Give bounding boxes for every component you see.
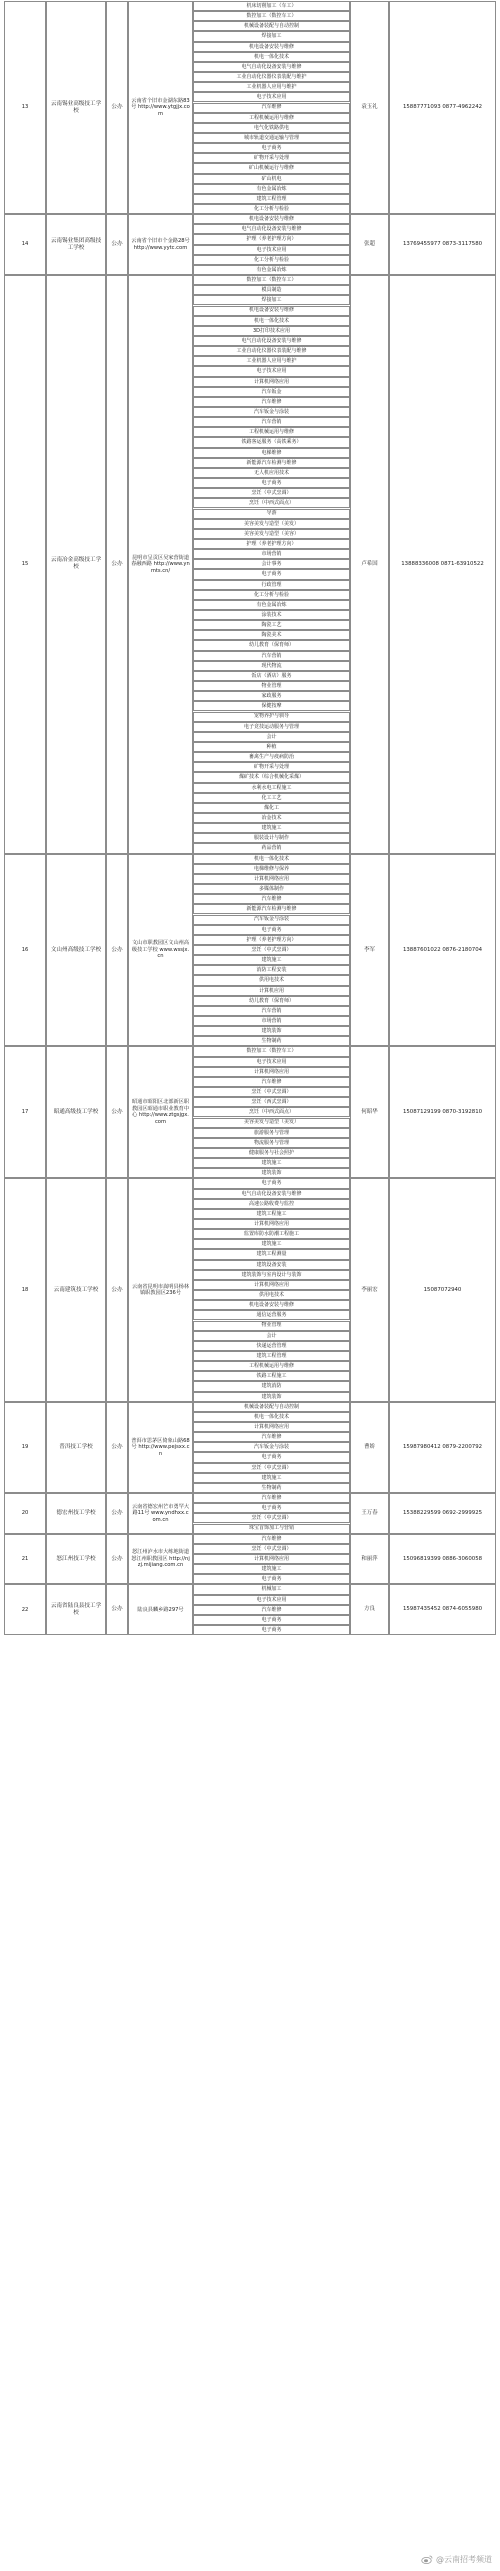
school-type: 公办 bbox=[106, 214, 128, 275]
major-item: 机电一体化技术 bbox=[193, 52, 350, 62]
major-item: 会计 bbox=[193, 1331, 350, 1341]
major-item: 快递运营管理 bbox=[193, 1341, 350, 1351]
major-item: 电子商务 bbox=[193, 1503, 350, 1513]
major-item: 护理（养老护理方向） bbox=[193, 935, 350, 945]
school-type: 公办 bbox=[106, 1493, 128, 1534]
major-item: 机械加工 bbox=[193, 1584, 350, 1594]
major-item: 汽车维修 bbox=[193, 1077, 350, 1087]
major-item: 市场营销 bbox=[193, 549, 350, 559]
major-item: 珠宝首饰加工与营销 bbox=[193, 1524, 350, 1534]
major-item: 市场营销 bbox=[193, 1016, 350, 1026]
major-item: 物业管理 bbox=[193, 681, 350, 691]
major-item: 烹饪（中式烹调） bbox=[193, 1513, 350, 1523]
major-item: 物流服务与管理 bbox=[193, 1138, 350, 1148]
major-item: 幼儿教育（保育师） bbox=[193, 640, 350, 650]
major-item: 保健按摩 bbox=[193, 701, 350, 711]
major-item: 电气化铁路供电 bbox=[193, 123, 350, 133]
major-item: 汽车维修 bbox=[193, 1493, 350, 1503]
major-item: 电子商务 bbox=[193, 1574, 350, 1584]
major-item: 矿物开采与处理 bbox=[193, 153, 350, 163]
major-item: 计算机网络应用 bbox=[193, 377, 350, 387]
major-item: 电子商务 bbox=[193, 1615, 350, 1625]
school-no: 17 bbox=[4, 1046, 46, 1178]
major-item: 有色金属冶炼 bbox=[193, 265, 350, 275]
major-item: 工程机械运用与维修 bbox=[193, 427, 350, 437]
school-address: 云南省德宏州芒市勇罕大路11号 www.yndhxx.com.cn bbox=[128, 1493, 193, 1534]
major-item: 建筑装饰 bbox=[193, 1392, 350, 1402]
major-item: 化工工艺 bbox=[193, 793, 350, 803]
major-item: 工业自动化仪器仪表装配与维修 bbox=[193, 346, 350, 356]
major-item: 饭店（酒店）服务 bbox=[193, 671, 350, 681]
major-item: 供用电技术 bbox=[193, 1290, 350, 1300]
major-item: 机械设备装配与自动控制 bbox=[193, 1402, 350, 1412]
major-item: 建筑装饰与室内设计与装饰 bbox=[193, 1270, 350, 1280]
school-name: 云南建筑技工学校 bbox=[46, 1178, 106, 1401]
major-item: 电子商务 bbox=[193, 143, 350, 153]
watermark-text: @云南招考频道 bbox=[436, 2555, 492, 2564]
major-item: 工程机械运用与维修 bbox=[193, 1361, 350, 1371]
major-item: 供用电技术 bbox=[193, 975, 350, 985]
major-item: 生物制药 bbox=[193, 1036, 350, 1046]
major-item: 矿山机电 bbox=[193, 174, 350, 184]
major-item: 计算机网络应用 bbox=[193, 1067, 350, 1077]
major-item: 汽车钣金 bbox=[193, 387, 350, 397]
school-name: 云南锡业高级技工学校 bbox=[46, 1, 106, 214]
school-contact: 袁玉礼 bbox=[350, 1, 389, 214]
major-item: 行政管理 bbox=[193, 580, 350, 590]
school-no: 13 bbox=[4, 1, 46, 214]
major-item: 工业机器人应用与维护 bbox=[193, 82, 350, 92]
major-item: 数控加工（数控车工） bbox=[193, 1046, 350, 1056]
school-type: 公办 bbox=[106, 854, 128, 1047]
major-item: 监置库防水防潮工程施工 bbox=[193, 1229, 350, 1239]
major-item: 电子商务 bbox=[193, 1625, 350, 1635]
major-item: 水利水电工程施工 bbox=[193, 783, 350, 793]
major-item: 新能源汽车检测与维修 bbox=[193, 458, 350, 468]
major-item: 建筑工程施工 bbox=[193, 1209, 350, 1219]
major-item: 数控加工（数控车工） bbox=[193, 275, 350, 285]
major-item: 电梯维修 bbox=[193, 448, 350, 458]
school-phone: 15096819399 0886-3060058 bbox=[389, 1534, 496, 1585]
major-item: 无人机应用技术 bbox=[193, 468, 350, 478]
school-name: 昭通高级技工学校 bbox=[46, 1046, 106, 1178]
major-item: 汽车钣金与涂装 bbox=[193, 407, 350, 417]
school-name: 云南冶金高级技工学校 bbox=[46, 275, 106, 854]
major-item: 烹饪（中式烹调） bbox=[193, 1087, 350, 1097]
school-phone: 15087072940 bbox=[389, 1178, 496, 1401]
school-no: 16 bbox=[4, 854, 46, 1047]
major-item: 汽车维修 bbox=[193, 1534, 350, 1544]
school-address: 云南省个旧市金湖东路83号 http://www.ytgjjx.com bbox=[128, 1, 193, 214]
major-item: 机械设备装配与自动控制 bbox=[193, 21, 350, 31]
school-table bbox=[4, 0, 496, 2565]
school-contact: 李军 bbox=[350, 854, 389, 1047]
major-item: 会计 bbox=[193, 732, 350, 742]
major-item: 有色金属冶炼 bbox=[193, 600, 350, 610]
major-item: 计算机网络应用 bbox=[193, 1219, 350, 1229]
school-address: 普洱市思茅区倚象山路68号 http://www.pejsxx.cn bbox=[128, 1402, 193, 1493]
major-item: 机床切削加工（车工） bbox=[193, 1, 350, 11]
major-item: 建筑施工 bbox=[193, 1473, 350, 1483]
major-item: 电子竞技运动服务与管理 bbox=[193, 722, 350, 732]
school-phone: 13887601022 0876-2180704 bbox=[389, 854, 496, 1047]
major-item: 汽车钣金与涂装 bbox=[193, 915, 350, 925]
major-item: 汽车维修 bbox=[193, 894, 350, 904]
major-item: 机电一体化技术 bbox=[193, 1412, 350, 1422]
weibo-logo-icon bbox=[421, 2555, 433, 2564]
major-item: 化工分析与检验 bbox=[193, 590, 350, 600]
major-item: 烹饪（中西式面点） bbox=[193, 1107, 350, 1117]
major-item: 导游 bbox=[193, 509, 350, 519]
major-item: 陶瓷美术 bbox=[193, 630, 350, 640]
major-item: 畜禽生产与疫病防治 bbox=[193, 752, 350, 762]
school-no: 19 bbox=[4, 1402, 46, 1493]
major-item: 电子技术应用 bbox=[193, 245, 350, 255]
major-item: 汽车钣金与涂装 bbox=[193, 1442, 350, 1452]
major-item: 现代物流 bbox=[193, 661, 350, 671]
school-no: 15 bbox=[4, 275, 46, 854]
school-name: 云南省陆良县技工学校 bbox=[46, 1584, 106, 1635]
school-type: 公办 bbox=[106, 275, 128, 854]
school-address: 怒江州泸水市大练地街道怒江州职教园区 http://njzj.mijiang.com.cn bbox=[128, 1534, 193, 1585]
major-item: 建筑装饰 bbox=[193, 1026, 350, 1036]
major-item: 生物制药 bbox=[193, 1483, 350, 1493]
major-item: 电子商务 bbox=[193, 1178, 350, 1188]
school-phone: 13769455977 0873-3117580 bbox=[389, 214, 496, 275]
major-item: 电子技术应用 bbox=[193, 92, 350, 102]
major-item: 建筑消防 bbox=[193, 1381, 350, 1391]
major-item: 有色金属冶炼 bbox=[193, 184, 350, 194]
major-item: 矿物开采与处理 bbox=[193, 762, 350, 772]
school-type: 公办 bbox=[106, 1, 128, 214]
major-item: 计算机网络应用 bbox=[193, 1422, 350, 1432]
major-item: 化工分析与检验 bbox=[193, 255, 350, 265]
school-address: 昆明市呈贡区吴家营街道春融西路 http://www.ynmts.cn/ bbox=[128, 275, 193, 854]
major-item: 电气自动化设备安装与维修 bbox=[193, 336, 350, 346]
major-item: 机电设备安装与维修 bbox=[193, 42, 350, 52]
major-item: 计算机网络应用 bbox=[193, 1280, 350, 1290]
school-no: 21 bbox=[4, 1534, 46, 1585]
major-item: 电气自动化设备安装与维修 bbox=[193, 1189, 350, 1199]
school-name: 云南锡业集团高级技工学校 bbox=[46, 214, 106, 275]
major-item: 建筑设备安装 bbox=[193, 1260, 350, 1270]
major-item: 服装设计与制作 bbox=[193, 833, 350, 843]
major-item: 建筑工程测量 bbox=[193, 1249, 350, 1259]
school-contact: 和丽萍 bbox=[350, 1534, 389, 1585]
major-item: 工业自动化仪器仪表装配与维护 bbox=[193, 72, 350, 82]
major-item: 机电一体化技术 bbox=[193, 854, 350, 864]
major-item: 建筑施工 bbox=[193, 1564, 350, 1574]
major-item: 物业管理 bbox=[193, 1321, 350, 1331]
major-item: 电子商务 bbox=[193, 478, 350, 488]
major-item: 计算机应用 bbox=[193, 986, 350, 996]
school-address: 陆良县麟乡路297号 bbox=[128, 1584, 193, 1635]
major-item: 汽车营销 bbox=[193, 651, 350, 661]
major-item: 机电一体化技术 bbox=[193, 316, 350, 326]
major-item: 美容美发与造型（美容） bbox=[193, 529, 350, 539]
school-address: 文山市职教园区文山州高级技工学校 www.wssjx.cn bbox=[128, 854, 193, 1047]
major-item: 电气自动化设备安装与维修 bbox=[193, 62, 350, 72]
school-name: 德宏州技工学校 bbox=[46, 1493, 106, 1534]
major-item: 建筑施工 bbox=[193, 1239, 350, 1249]
major-item: 汽车维修 bbox=[193, 1605, 350, 1615]
major-item: 计算机网络应用 bbox=[193, 1554, 350, 1564]
major-item: 焊接加工 bbox=[193, 295, 350, 305]
major-item: 烹饪（中式烹调） bbox=[193, 945, 350, 955]
major-item: 护理（养老护理方向） bbox=[193, 539, 350, 549]
major-item: 会计事务 bbox=[193, 559, 350, 569]
school-phone: 15987980412 0879-2200792 bbox=[389, 1402, 496, 1493]
school-address: 云南省昆明市嵩明县杨林镇职教园区236号 bbox=[128, 1178, 193, 1401]
school-contact: 张超 bbox=[350, 214, 389, 275]
major-item: 化工分析与检验 bbox=[193, 204, 350, 214]
school-no: 20 bbox=[4, 1493, 46, 1534]
major-item: 矿山机械运行与维修 bbox=[193, 163, 350, 173]
major-item: 建筑施工 bbox=[193, 1158, 350, 1168]
major-item: 消防工程安装 bbox=[193, 965, 350, 975]
school-contact: 曹娇 bbox=[350, 1402, 389, 1493]
watermark bbox=[421, 2554, 492, 2565]
school-phone: 15887771093 0877-4962242 bbox=[389, 1, 496, 214]
major-item: 铁路客运服务（高铁乘务） bbox=[193, 437, 350, 447]
major-item: 建筑施工 bbox=[193, 823, 350, 833]
school-address: 云南省个旧市个金路28号 http://www.yytc.com bbox=[128, 214, 193, 275]
major-item: 建筑装饰 bbox=[193, 1168, 350, 1178]
major-item: 3D打印技术应用 bbox=[193, 326, 350, 336]
major-item: 电子技术应用 bbox=[193, 1057, 350, 1067]
major-item: 幼儿教育（保育师） bbox=[193, 996, 350, 1006]
school-name: 怒江州技工学校 bbox=[46, 1534, 106, 1585]
school-type: 公办 bbox=[106, 1402, 128, 1493]
major-item: 电子商务 bbox=[193, 925, 350, 935]
major-item: 电气自动化设备安装与维修 bbox=[193, 224, 350, 234]
major-item: 数控加工（数控车工） bbox=[193, 11, 350, 21]
school-type: 公办 bbox=[106, 1534, 128, 1585]
major-item: 煤矿技术（综合机械化采煤） bbox=[193, 772, 350, 782]
major-item: 多媒体制作 bbox=[193, 884, 350, 894]
major-item: 烹饪（中式烹调） bbox=[193, 488, 350, 498]
major-item: 机电设备安装与维修 bbox=[193, 1300, 350, 1310]
major-item: 涂装技术 bbox=[193, 610, 350, 620]
major-item: 美容美发与造型（美发） bbox=[193, 1118, 350, 1128]
major-item: 铁路工程施工 bbox=[193, 1371, 350, 1381]
school-no: 14 bbox=[4, 214, 46, 275]
school-name: 文山州高级技工学校 bbox=[46, 854, 106, 1047]
major-item: 建筑工程管理 bbox=[193, 1351, 350, 1361]
major-item: 汽车维修 bbox=[193, 1432, 350, 1442]
major-item: 汽车维修 bbox=[193, 103, 350, 113]
school-type: 公办 bbox=[106, 1046, 128, 1178]
major-item: 健康服务与社会照护 bbox=[193, 1148, 350, 1158]
major-item: 种植 bbox=[193, 742, 350, 752]
major-item: 新能源汽车检测与维修 bbox=[193, 904, 350, 914]
major-item: 城市轨道交通运输与管理 bbox=[193, 133, 350, 143]
school-type: 公办 bbox=[106, 1584, 128, 1635]
major-item: 冶金技术 bbox=[193, 813, 350, 823]
major-item: 家政服务 bbox=[193, 691, 350, 701]
major-item: 电子技术应用 bbox=[193, 1595, 350, 1605]
school-phone: 15987435452 0874-6055980 bbox=[389, 1584, 496, 1635]
school-contact: 王万春 bbox=[350, 1493, 389, 1534]
major-item: 汽车维修 bbox=[193, 397, 350, 407]
school-contact: 卢希国 bbox=[350, 275, 389, 854]
major-item: 烹饪（中式烹调） bbox=[193, 1463, 350, 1473]
school-contact: 何昭华 bbox=[350, 1046, 389, 1178]
major-item: 模具制造 bbox=[193, 285, 350, 295]
major-item: 通信运营服务 bbox=[193, 1310, 350, 1320]
major-item: 焊接加工 bbox=[193, 31, 350, 41]
school-address: 昭通市昭阳区北部新区职教园区昭通市职业教育中心 http://www.ztgsjgx.com bbox=[128, 1046, 193, 1178]
major-item: 护理（养老护理方向） bbox=[193, 234, 350, 244]
school-phone: 15388229599 0692-2999925 bbox=[389, 1493, 496, 1534]
major-item: 工业机器人应用与维护 bbox=[193, 356, 350, 366]
school-type: 公办 bbox=[106, 1178, 128, 1401]
major-item: 陶瓷工艺 bbox=[193, 620, 350, 630]
major-item: 工程机械运用与维修 bbox=[193, 113, 350, 123]
major-item: 宠物养护与驯导 bbox=[193, 712, 350, 722]
school-no: 18 bbox=[4, 1178, 46, 1401]
school-no: 22 bbox=[4, 1584, 46, 1635]
school-contact: 方良 bbox=[350, 1584, 389, 1635]
major-item: 烹饪（中西式面点） bbox=[193, 498, 350, 508]
major-item: 高速公路收费与监控 bbox=[193, 1199, 350, 1209]
major-item: 电子商务 bbox=[193, 1452, 350, 1462]
major-item: 汽车营销 bbox=[193, 417, 350, 427]
major-item: 煤化工 bbox=[193, 803, 350, 813]
major-item: 建筑施工 bbox=[193, 955, 350, 965]
major-item: 机电设备安装与维修 bbox=[193, 306, 350, 316]
school-phone: 15087129199 0870-3192810 bbox=[389, 1046, 496, 1178]
school-phone: 13888336008 0871-63910522 bbox=[389, 275, 496, 854]
major-item: 烹饪（中式烹调） bbox=[193, 1544, 350, 1554]
major-item: 美容美发与造型（美发） bbox=[193, 519, 350, 529]
major-item: 旅游服务与管理 bbox=[193, 1128, 350, 1138]
major-item: 电梯维修与保养 bbox=[193, 864, 350, 874]
major-item: 烹饪（西式烹调） bbox=[193, 1097, 350, 1107]
major-item: 计算机网络应用 bbox=[193, 874, 350, 884]
major-item: 汽车营销 bbox=[193, 1006, 350, 1016]
major-item: 建筑工程管理 bbox=[193, 194, 350, 204]
major-item: 电子商务 bbox=[193, 569, 350, 579]
school-name: 普洱技工学校 bbox=[46, 1402, 106, 1493]
major-item: 电子技术应用 bbox=[193, 366, 350, 376]
major-item: 机电设备安装与维修 bbox=[193, 214, 350, 224]
major-item: 药品营销 bbox=[193, 843, 350, 853]
school-contact: 李丽宏 bbox=[350, 1178, 389, 1401]
